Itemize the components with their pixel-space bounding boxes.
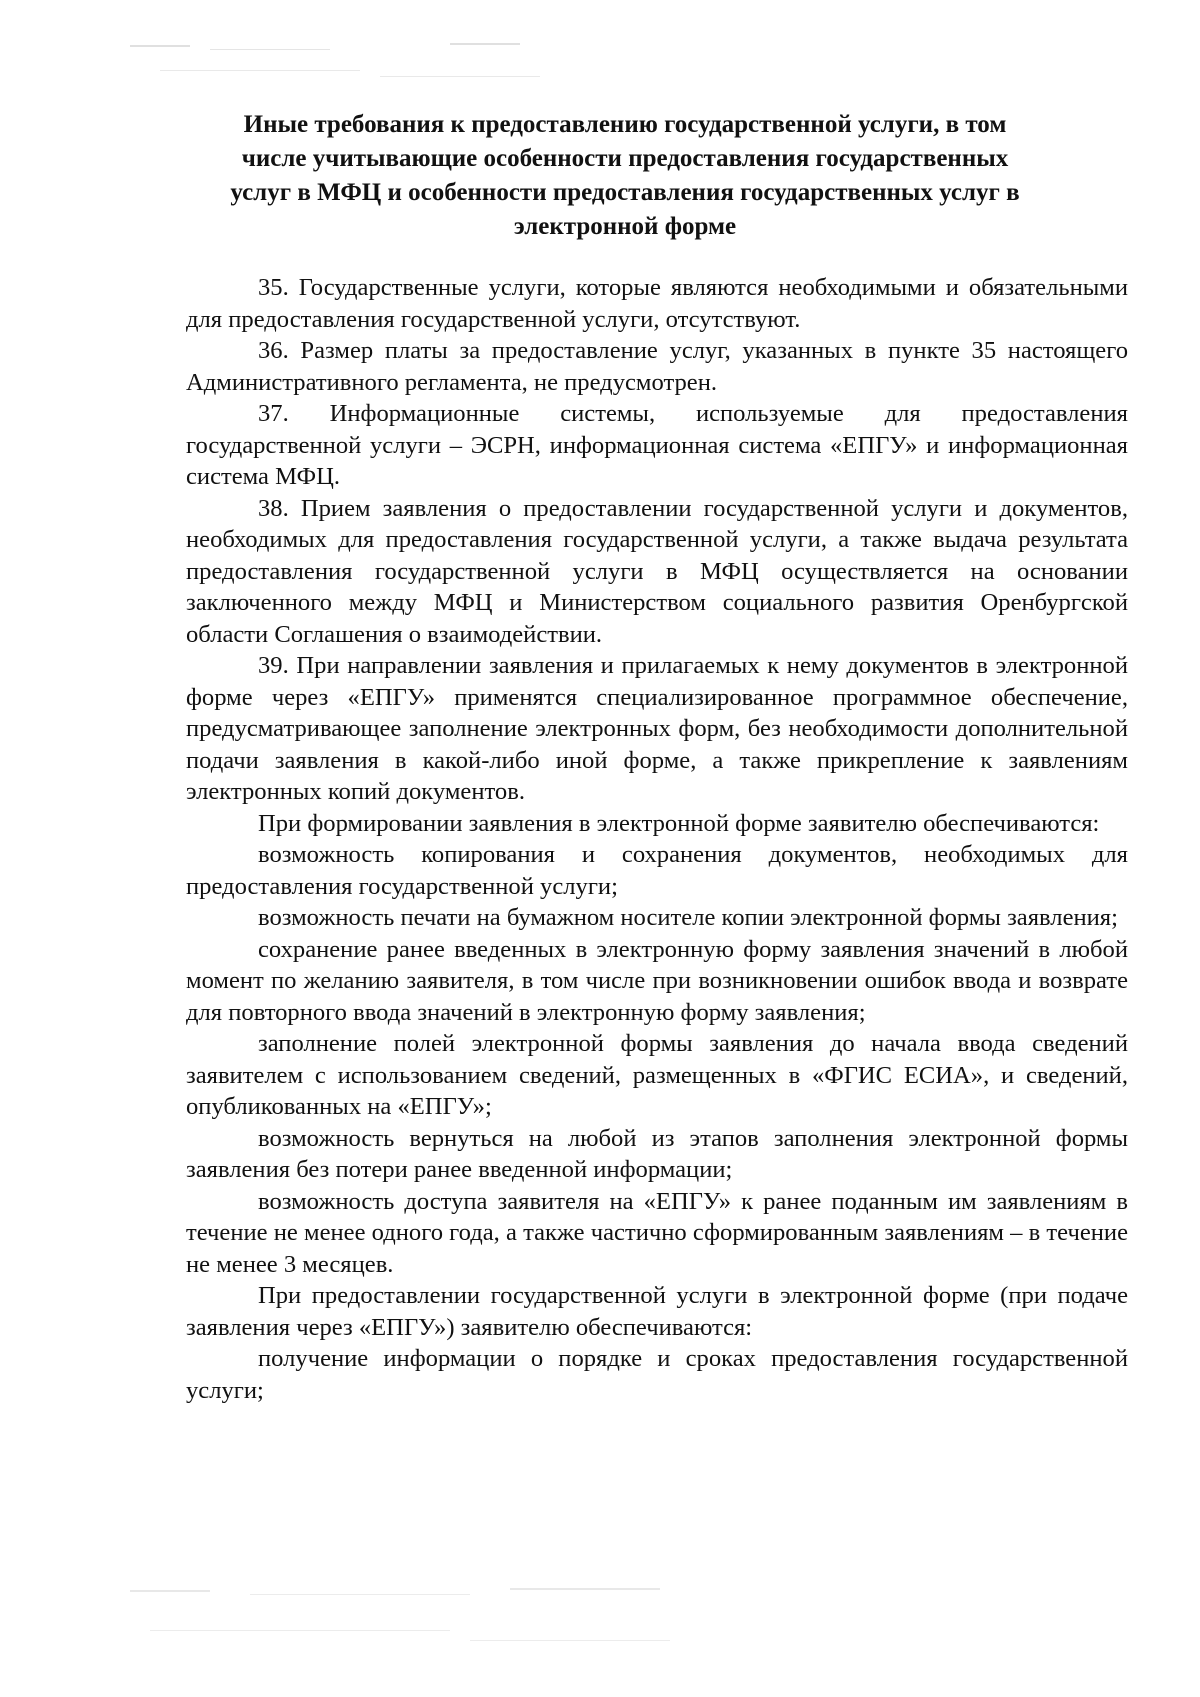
paragraph-info: получение информации о порядке и сроках предоставления государственной услуги; [186,1345,1128,1404]
heading-line-3: услуг в МФЦ и особенности предоставления государственных услуг в [230,179,1020,206]
paragraph-return-stage: возможность вернуться на любой из этапов заполнения электронной формы заявления без потери ранее введенной информации; [186,1124,1128,1183]
paragraph-form-intro: При формировании заявления в электронной форме заявителю обеспечиваются: [258,809,1100,837]
paragraph-35: 35. Государственные услуги, которые являются необходимыми и обязательными для предоставления государственной услуги, отсутствуют. [186,274,1128,333]
heading-line-2: числе учитывающие особенности предоставления государственных [241,145,1009,172]
scan-noise-bottom [130,1580,690,1660]
scan-noise-top [120,40,620,90]
heading-line-1: Иные требования к предоставлению государственной услуги, в том [243,111,1007,138]
paragraph-save-values: сохранение ранее введенных в электронную форму заявления значений в любой момент по желанию заявителя, в том числе при возникновении ошибок ввода и возврате для повторного ввода значений в электронную форму заявления; [186,935,1128,1026]
paragraph-electronic-intro: При предоставлении государственной услуги в электронной форме (при подаче заявления через «ЕПГУ») заявителю обеспечиваются: [186,1282,1128,1341]
paragraph-38: 38. Прием заявления о предоставлении государственной услуги и документов, необходимых для предоставления государственной услуги, а также выдача результата предоставления государственной услуги в МФЦ осуществляется на основании заключенного между МФЦ и Министерством социального развития Оренбургской области Соглашения о взаимодействии. [186,494,1128,648]
paragraph-autofill: заполнение полей электронной формы заявления до начала ввода сведений заявителем с использованием сведений, размещенных в «ФГИС ЕСИА», и сведений, опубликованных на «ЕПГУ»; [186,1030,1128,1120]
paragraph-print: возможность печати на бумажном носителе копии электронной формы заявления; [258,904,1118,931]
paragraph-access: возможность доступа заявителя на «ЕПГУ» к ранее поданным им заявлениям в течение не менее одного года, а также частично сформированным заявлениям – в течение не менее 3 месяцев. [186,1187,1128,1278]
paragraph-39: 39. При направлении заявления и прилагаемых к нему документов в электронной форме через «ЕПГУ» применятся специализированное программное обеспечение, предусматривающее заполнение электронных форм, без необходимости дополнительной подачи заявления в какой-либо иной форме, а также прикрепление к заявлениям электронных копий документов. [186,652,1128,805]
paragraph-copy-save: возможность копирования и сохранения документов, необходимых для предоставления государственной услуги; [186,841,1128,900]
heading-line-4: электронной форме [513,213,737,240]
paragraph-36: 36. Размер платы за предоставление услуг, указанных в пункте 35 настоящего Административного регламента, не предусмотрен. [186,337,1128,396]
section-heading [185,108,1065,244]
paragraph-37: 37. Информационные системы, используемые для предоставления государственной услуги – ЭСРН, информационная система «ЕПГУ» и информационная система МФЦ. [186,400,1128,490]
document-body [186,272,1128,1406]
